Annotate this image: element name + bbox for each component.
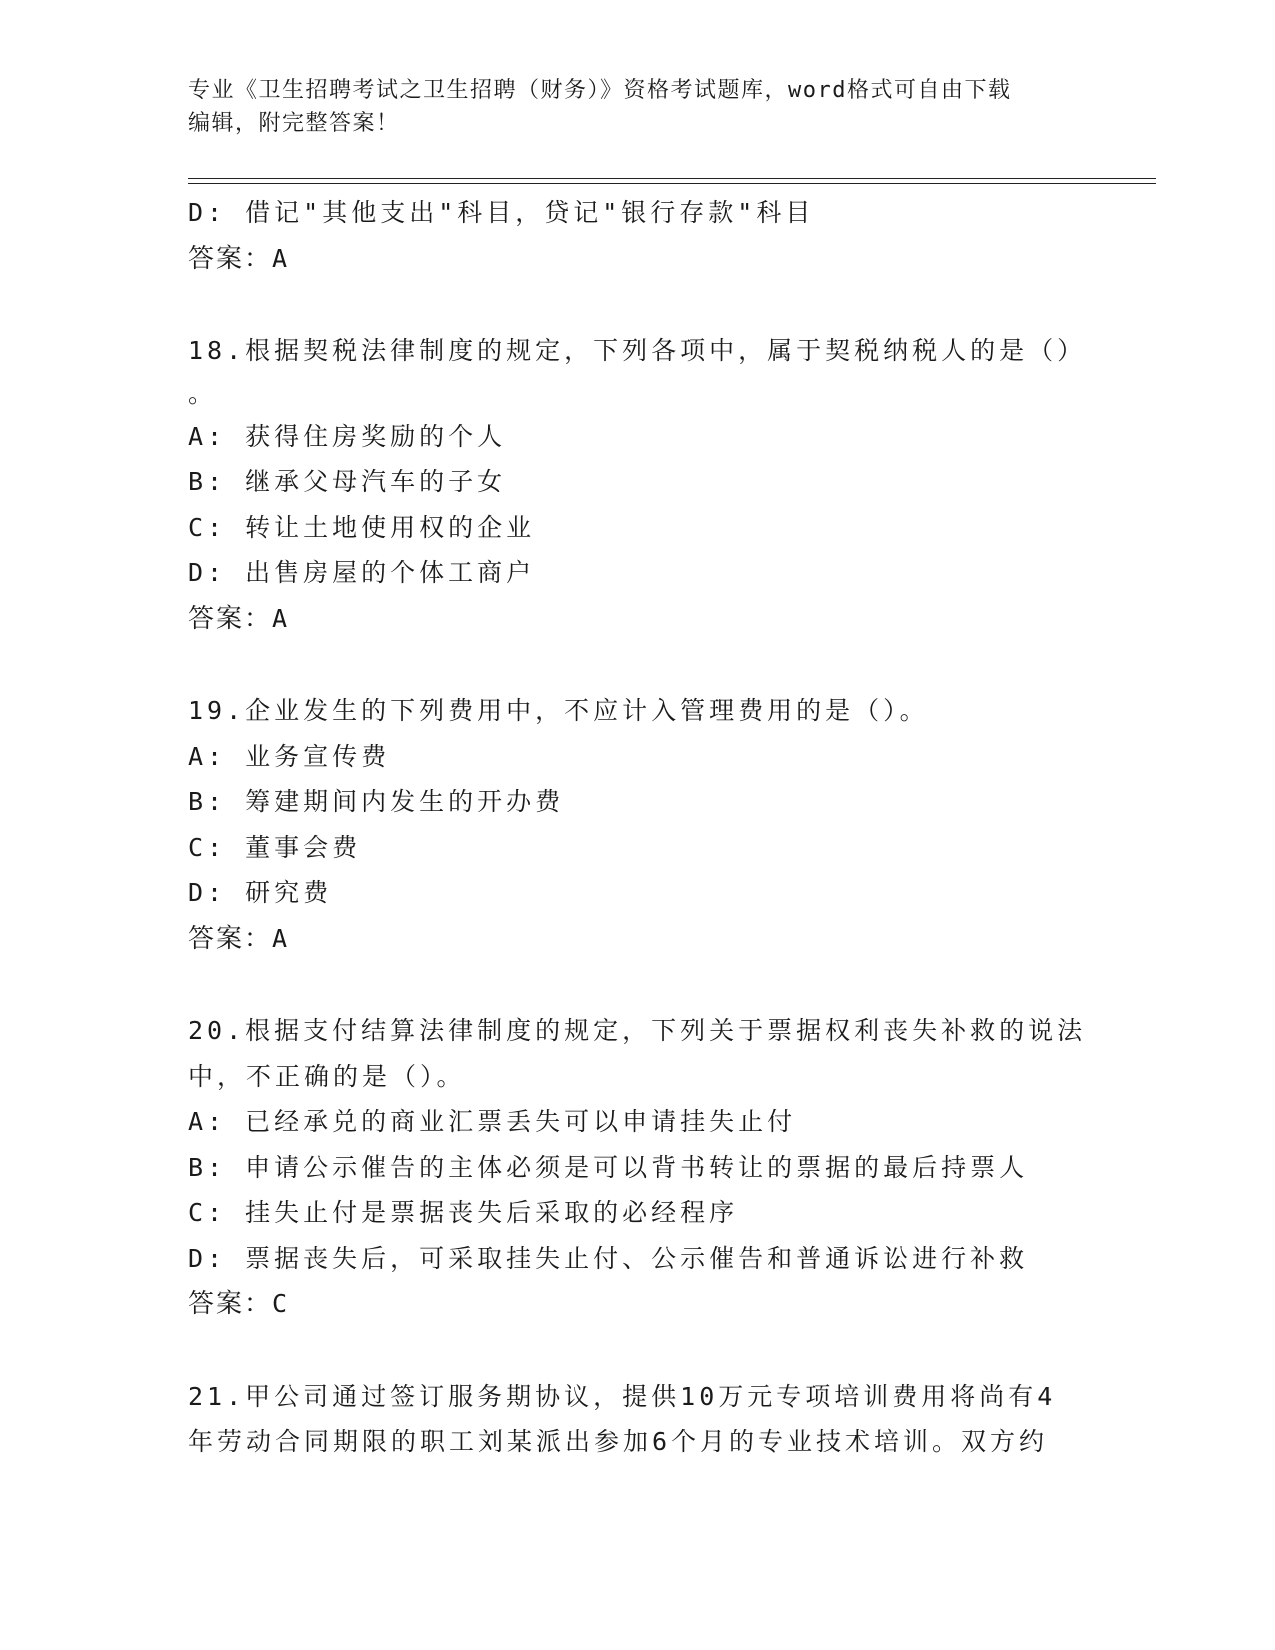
question-stem: 20.根据支付结算法律制度的规定，下列关于票据权利丧失补救的说法 bbox=[188, 1016, 1087, 1045]
document-header bbox=[188, 74, 1088, 140]
question-list bbox=[188, 190, 1088, 1465]
question-stem: 19.企业发生的下列费用中，不应计入管理费用的是（）。 bbox=[188, 696, 929, 725]
option-b: B: 继承父母汽车的子女 bbox=[188, 467, 507, 496]
header-line-1: 专业《卫生招聘考试之卫生招聘（财务）》资格考试题库，word格式可自由下载 bbox=[188, 78, 1012, 103]
option-a: A: 已经承兑的商业汇票丢失可以申请挂失止付 bbox=[188, 1107, 797, 1136]
header-line-2: 编辑，附完整答案！ bbox=[188, 111, 400, 136]
answer-label: 答案： bbox=[188, 243, 273, 274]
question-stem-continued: 。 bbox=[188, 378, 218, 408]
answer-line bbox=[188, 236, 1088, 283]
question-17-tail bbox=[188, 190, 1088, 282]
option-a: A: 获得住房奖励的个人 bbox=[188, 421, 507, 451]
answer-value: A bbox=[272, 243, 290, 273]
answer-line bbox=[188, 596, 1088, 643]
option-c: C: 转让土地使用权的企业 bbox=[188, 512, 536, 542]
option-c: C: 董事会费 bbox=[188, 832, 362, 862]
question-stem: 18.根据契税法律制度的规定，下列各项中，属于契税纳税人的是（） bbox=[188, 336, 1087, 365]
question-stem-continued: 中，不正确的是（）。 bbox=[188, 1061, 466, 1091]
answer-value: A bbox=[272, 603, 290, 633]
answer-label: 答案： bbox=[188, 923, 273, 954]
option-a: A: 业务宣传费 bbox=[188, 741, 391, 771]
answer-value: A bbox=[272, 923, 290, 953]
question-stem: 21.甲公司通过签订服务期协议，提供10万元专项培训费用将尚有4 bbox=[188, 1381, 1057, 1411]
option-d: D: 出售房屋的个体工商户 bbox=[188, 558, 536, 587]
option-d: D: 票据丧失后，可采取挂失止付、公示催告和普通诉讼进行补救 bbox=[188, 1243, 1029, 1273]
option-b: B: 申请公示催告的主体必须是可以背书转让的票据的最后持票人 bbox=[188, 1152, 1029, 1182]
question-21 bbox=[188, 1374, 1088, 1465]
answer-label: 答案： bbox=[188, 603, 273, 634]
option-d: D: 借记"其他支出"科目，贷记"银行存款"科目 bbox=[188, 198, 815, 227]
answer-label: 答案： bbox=[188, 1289, 273, 1319]
question-20 bbox=[188, 1008, 1088, 1328]
question-stem-continued: 年劳动合同期限的职工刘某派出参加6个月的专业技术培训。双方约 bbox=[188, 1427, 1049, 1456]
option-d: D: 研究费 bbox=[188, 878, 333, 907]
answer-value: C bbox=[272, 1289, 290, 1318]
option-c: C: 挂失止付是票据丧失后采取的必经程序 bbox=[188, 1198, 739, 1227]
header-divider-top bbox=[188, 178, 1156, 179]
question-18 bbox=[188, 328, 1088, 642]
answer-line bbox=[188, 1281, 1088, 1328]
header-divider-bottom bbox=[188, 183, 1156, 184]
answer-line bbox=[188, 916, 1088, 963]
question-19 bbox=[188, 688, 1088, 962]
option-b: B: 筹建期间内发生的开办费 bbox=[188, 787, 565, 816]
